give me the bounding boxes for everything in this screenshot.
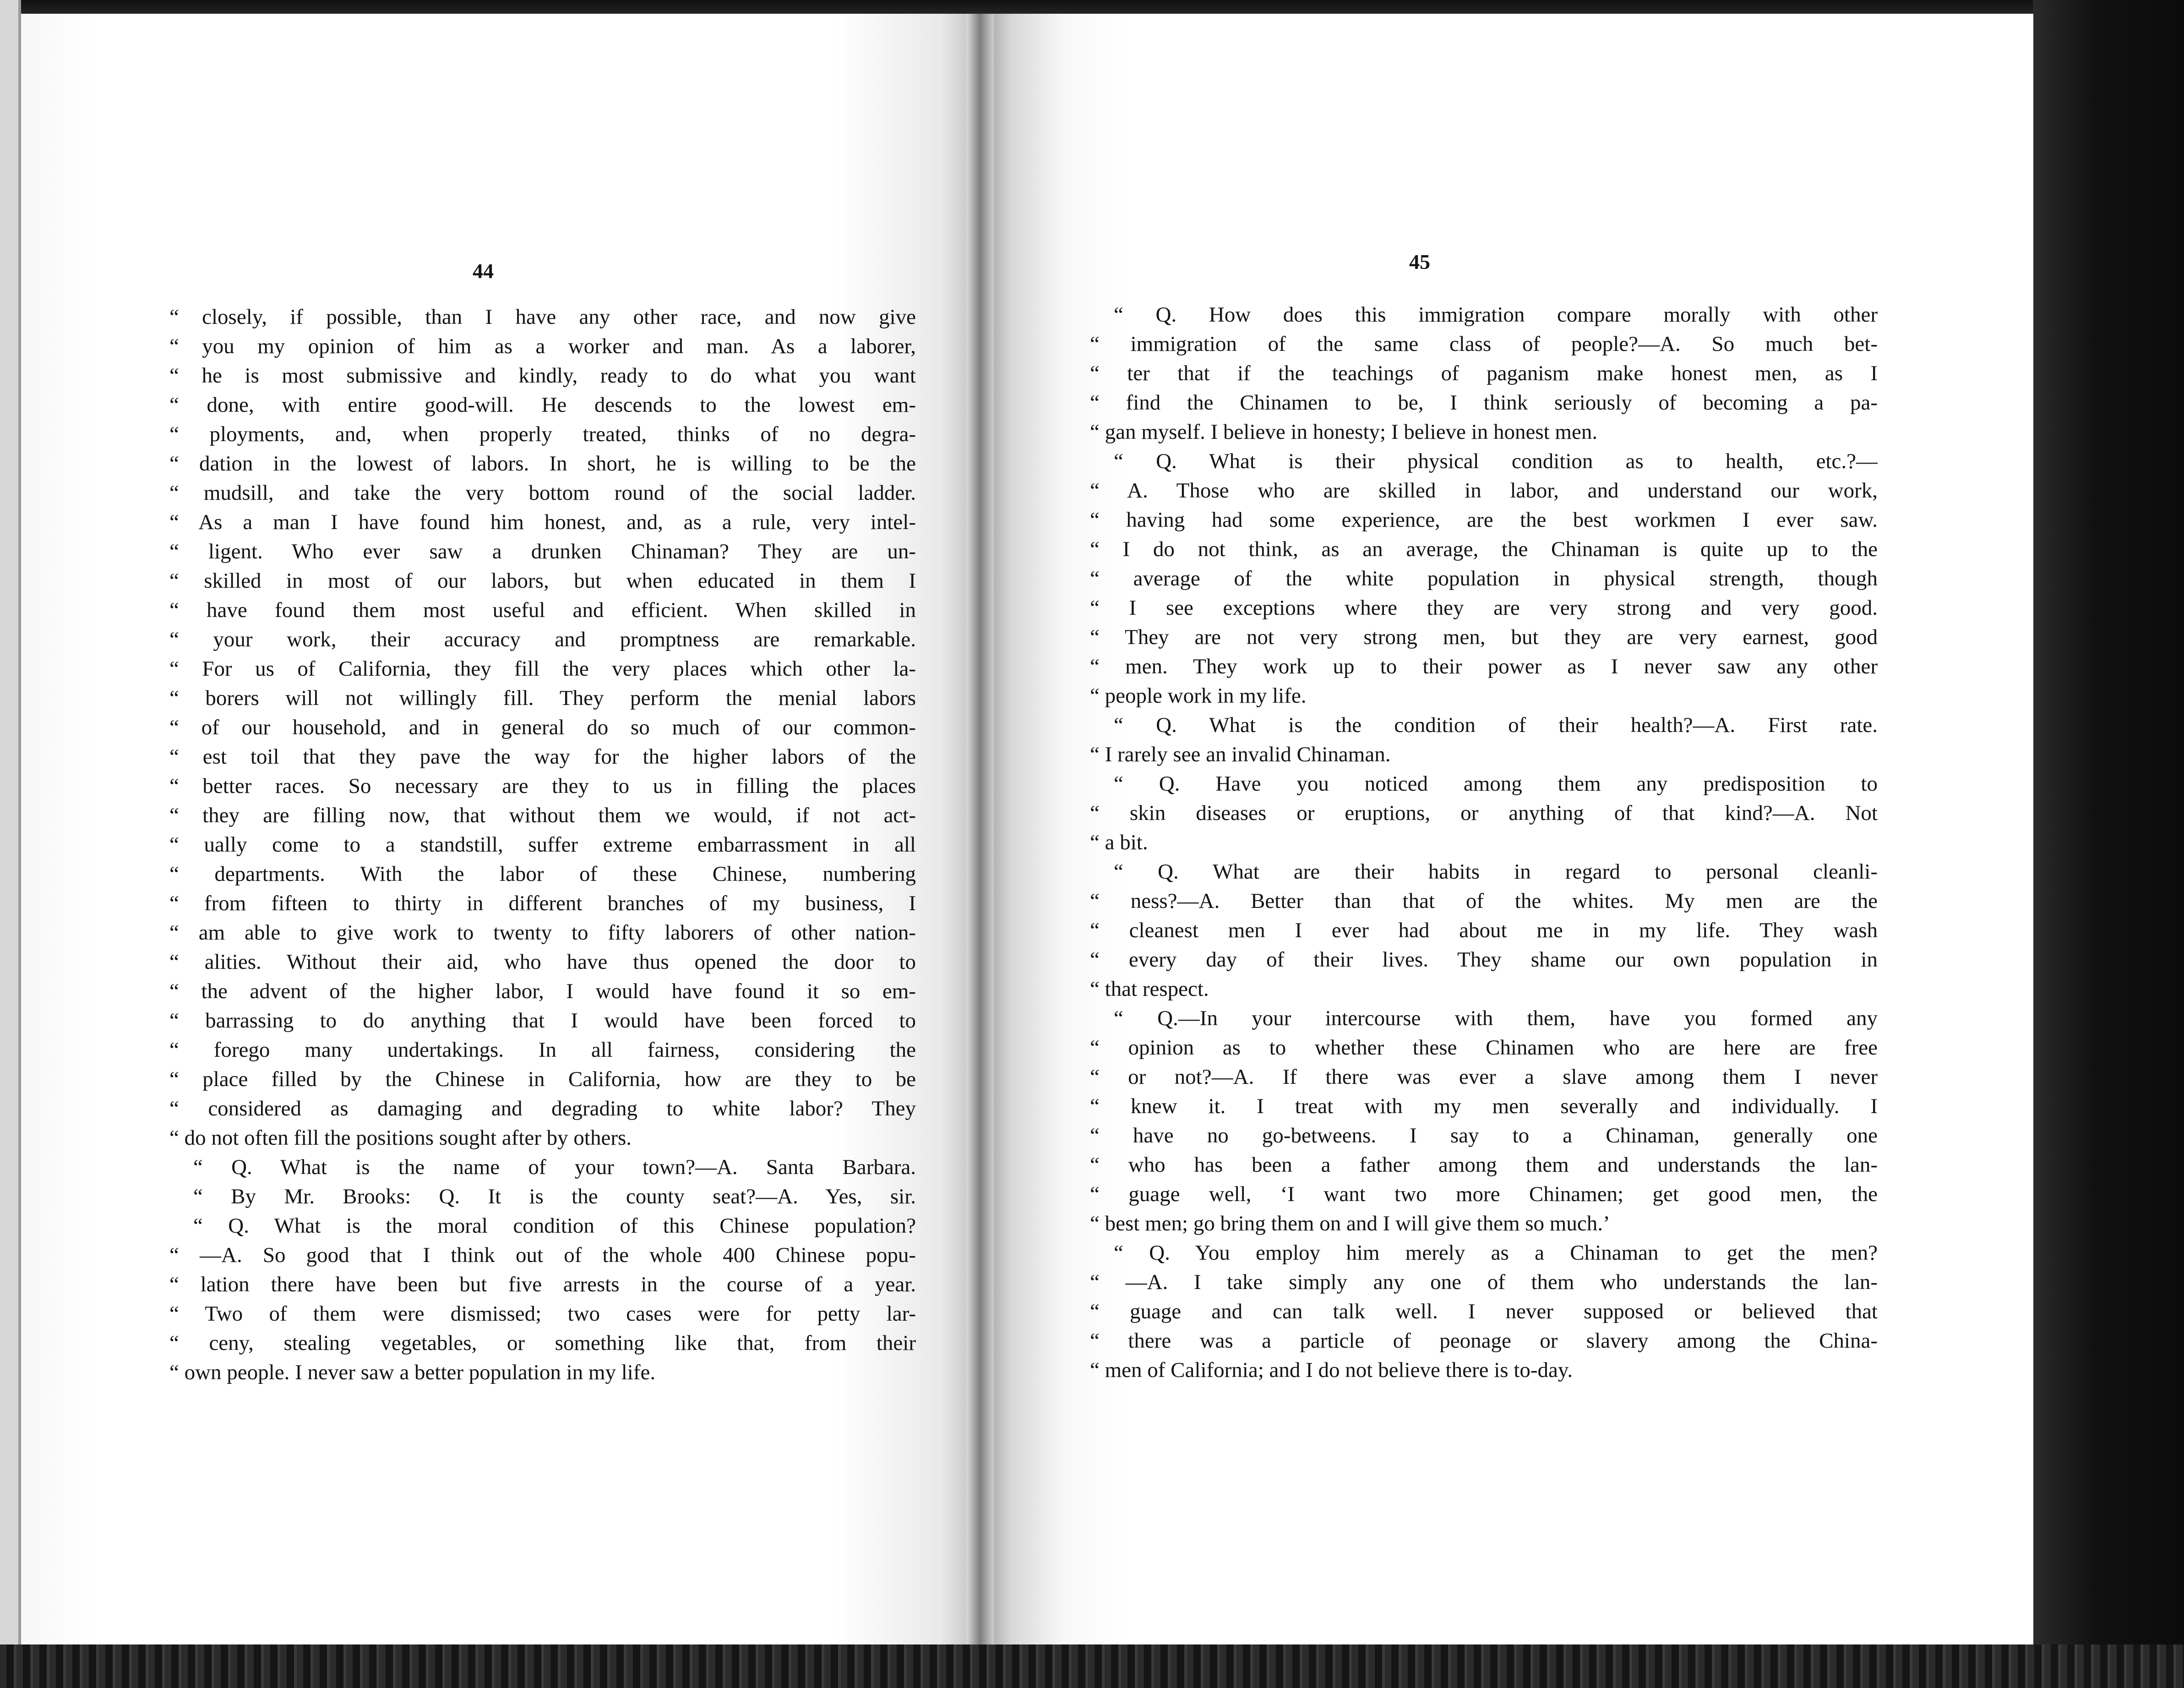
page-number-left: 44 [473, 259, 494, 283]
text-line: “ barrassing to do anything that I would have been forced to [169, 1009, 916, 1032]
text-line: “ ceny, stealing vegetables, or something like that, from their [169, 1331, 916, 1355]
text-line: “ I do not think, as an average, the Chinaman is quite up to the [1090, 537, 1878, 561]
text-line: “ —A. I take simply any one of them who understands the lan- [1090, 1270, 1878, 1294]
text-line: “ opinion as to whether these Chinamen who are here are free [1090, 1036, 1878, 1060]
text-line: “ guage well, ‘I want two more Chinamen; get good men, the [1090, 1182, 1878, 1206]
text-line: “ ness?—A. Better than that of the whites. My men are the [1090, 889, 1878, 913]
text-line: “ ually come to a standstill, suffer extreme embarrassment in all [169, 833, 916, 857]
text-line: “ own people. I never saw a better population in my life. [169, 1360, 656, 1384]
text-line: “ skilled in most of our labors, but when educated in them I [169, 569, 916, 593]
text-line: “ By Mr. Brooks: Q. It is the county seat?—A. Yes, sir. [193, 1185, 916, 1208]
text-line: “ mudsill, and take the very bottom round of the social ladder. [169, 481, 916, 505]
text-line: “ the advent of the higher labor, I would have found it so em- [169, 979, 916, 1003]
text-line: “ have found them most useful and efficient. When skilled in [169, 598, 916, 622]
text-line: “ Q. What is their physical condition as to health, etc.?— [1114, 449, 1878, 473]
text-line: “ best men; go bring them on and I will give them so much.’ [1090, 1212, 1610, 1235]
text-line: “ Q. You employ him merely as a Chinaman to get the men? [1114, 1241, 1878, 1265]
text-line: “ average of the white population in physical strength, though [1090, 567, 1878, 590]
left-page [18, 14, 980, 1644]
text-line: “ I see exceptions where they are very strong and very good. [1090, 596, 1878, 620]
book-bottom-edge [0, 1644, 2184, 1688]
text-line: “ from fifteen to thirty in different branches of my business, I [169, 891, 916, 915]
text-line: “ guage and can talk well. I never supposed or believed that [1090, 1300, 1878, 1323]
text-line: “ knew it. I treat with my men severally and individually. I [1090, 1094, 1878, 1118]
right-page-text [1090, 300, 1878, 1385]
text-line: “ Q. What is the condition of their health?—A. First rate. [1114, 713, 1878, 737]
text-line: “ ligent. Who ever saw a drunken Chinaman? They are un- [169, 540, 916, 563]
text-line: “ find the Chinamen to be, I think seriously of becoming a pa- [1090, 391, 1878, 415]
text-line: “ immigration of the same class of people?—A. So much bet- [1090, 332, 1878, 356]
text-line: “ men of California; and I do not believe there is to-day. [1090, 1358, 1573, 1382]
text-line: “ borers will not willingly fill. They perform the menial labors [169, 686, 916, 710]
text-line: “ he is most submissive and kindly, ready to do what you want [169, 364, 916, 388]
text-line: “ men. They work up to their power as I never saw any other [1090, 655, 1878, 678]
text-line: “ For us of California, they fill the very places which other la- [169, 657, 916, 681]
book-cover-edge [2033, 0, 2184, 1688]
text-line: “ do not often fill the positions sought after by others. [169, 1126, 632, 1150]
page-number-right: 45 [1409, 250, 1430, 273]
text-line: “ am able to give work to twenty to fifty laborers of other nation- [169, 921, 916, 945]
text-line: “ Q. What is the moral condition of this Chinese population? [193, 1214, 916, 1238]
text-line: “ lation there have been but five arrests in the course of a year. [169, 1273, 916, 1296]
text-line: “ est toil that they pave the way for the higher labors of the [169, 745, 916, 769]
text-line: “ they are filling now, that without them we would, if not act- [169, 803, 916, 827]
text-line: “ ployments, and, when properly treated, thinks of no degra- [169, 422, 916, 446]
text-line: “ ter that if the teachings of paganism make honest men, as I [1090, 361, 1878, 385]
text-line: “ gan myself. I believe in honesty; I believe in honest men. [1090, 420, 1598, 444]
text-line: “ alities. Without their aid, who have thus opened the door to [169, 950, 916, 974]
text-line: “ that respect. [1090, 977, 1209, 1001]
text-line: “ cleanest men I ever had about me in my life. They wash [1090, 918, 1878, 942]
left-page-text [169, 302, 916, 1387]
text-line: “ As a man I have found him honest, and, as a rule, very intel- [169, 510, 916, 534]
text-line: “ —A. So good that I think out of the whole 400 Chinese popu- [169, 1243, 916, 1267]
text-line: “ place filled by the Chinese in California, how are they to be [169, 1067, 916, 1091]
text-line: “ people work in my life. [1090, 684, 1307, 708]
text-line: “ you my opinion of him as a worker and man. As a laborer, [169, 334, 916, 358]
book-left-edge [0, 0, 21, 1688]
text-line: “ having had some experience, are the best workmen I ever saw. [1090, 508, 1878, 532]
text-line: “ Q. What is the name of your town?—A. Santa Barbara. [193, 1155, 916, 1179]
text-line: “ A. Those who are skilled in labor, and understand our work, [1090, 479, 1878, 503]
text-line: “ forego many undertakings. In all fairness, considering the [169, 1038, 916, 1062]
book-gutter [966, 14, 994, 1644]
text-line: “ dation in the lowest of labors. In short, he is willing to be the [169, 452, 916, 475]
text-line: “ of our household, and in general do so much of our common- [169, 716, 916, 739]
text-line: “ Q. Have you noticed among them any predisposition to [1114, 772, 1878, 796]
right-page [980, 14, 2033, 1644]
text-line: “ They are not very strong men, but they are very earnest, good [1090, 625, 1878, 649]
text-line: “ or not?—A. If there was ever a slave among them I never [1090, 1065, 1878, 1089]
text-line: “ skin diseases or eruptions, or anything of that kind?—A. Not [1090, 801, 1878, 825]
text-line: “ Q.—In your intercourse with them, have you formed any [1114, 1006, 1878, 1030]
text-line: “ closely, if possible, than I have any other race, and now give [169, 305, 916, 329]
text-line: “ a bit. [1090, 830, 1148, 854]
text-line: “ have no go-betweens. I say to a Chinaman, generally one [1090, 1124, 1878, 1147]
text-line: “ who has been a father among them and understands the lan- [1090, 1153, 1878, 1177]
text-line: “ departments. With the labor of these Chinese, numbering [169, 862, 916, 886]
text-line: “ there was a particle of peonage or slavery among the China- [1090, 1329, 1878, 1353]
text-line: “ your work, their accuracy and promptness are remarkable. [169, 628, 916, 651]
text-line: “ I rarely see an invalid Chinaman. [1090, 743, 1391, 766]
text-line: “ Q. What are their habits in regard to personal cleanli- [1114, 860, 1878, 884]
text-line: “ considered as damaging and degrading to white labor? They [169, 1097, 916, 1120]
text-line: “ every day of their lives. They shame our own population in [1090, 948, 1878, 972]
text-line: “ Two of them were dismissed; two cases were for petty lar- [169, 1302, 916, 1326]
text-line: “ better races. So necessary are they to us in filling the places [169, 774, 916, 798]
text-line: “ Q. How does this immigration compare morally with other [1114, 303, 1878, 327]
text-line: “ done, with entire good-will. He descends to the lowest em- [169, 393, 916, 417]
